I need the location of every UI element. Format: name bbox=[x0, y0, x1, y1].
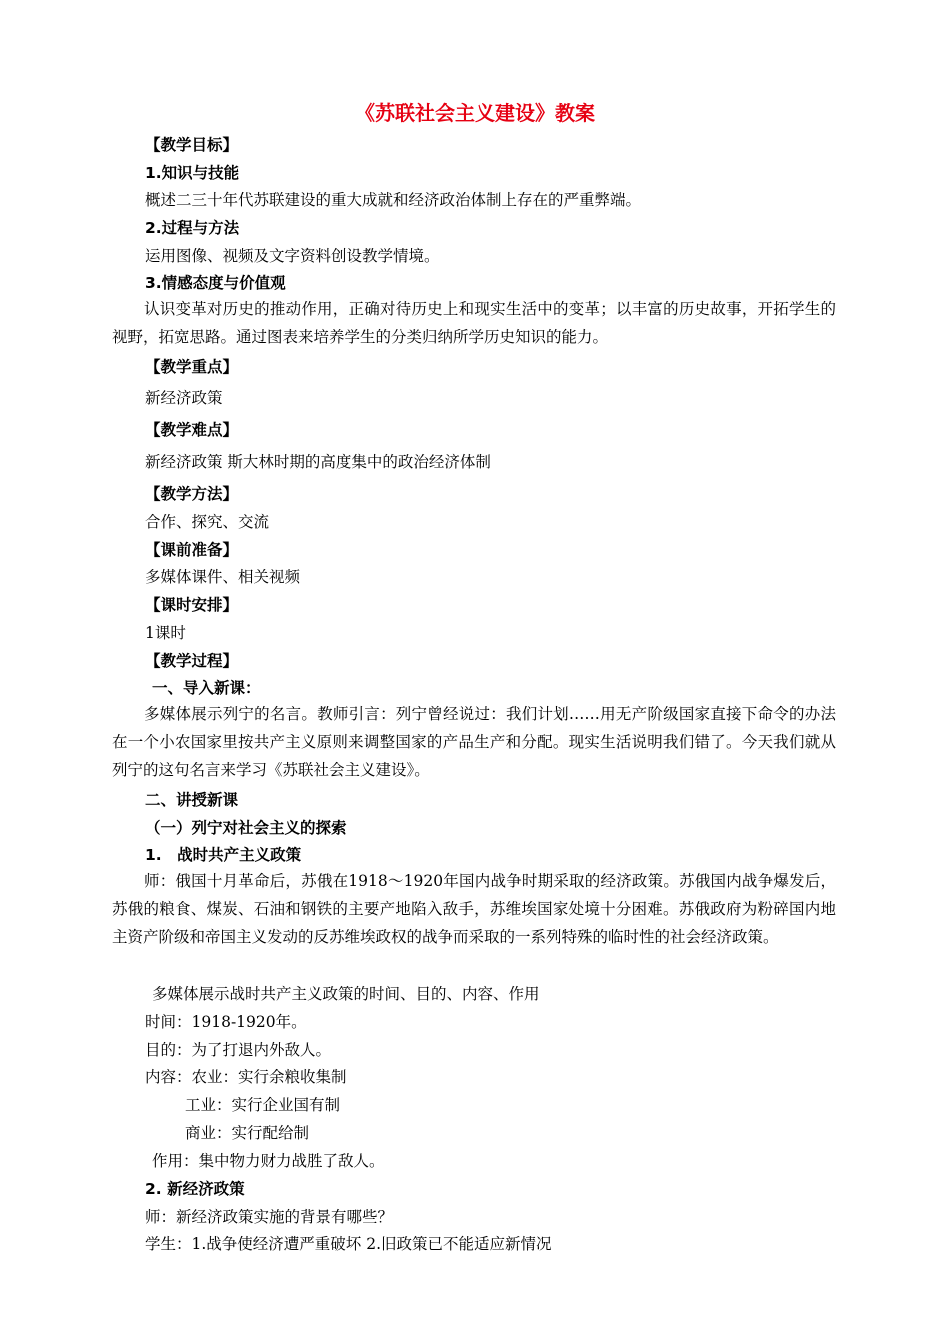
key-header: 【教学重点】 bbox=[145, 358, 239, 376]
sub2-title: 2. 新经济政策 bbox=[145, 1180, 245, 1198]
sub1-content-commerce: 商业：实行配给制 bbox=[185, 1124, 310, 1142]
lecture-title: 二、讲授新课 bbox=[145, 791, 239, 809]
key-text: 新经济政策 bbox=[145, 389, 223, 407]
sub1-content-industry: 工业：实行企业国有制 bbox=[185, 1096, 341, 1114]
time-header: 【课时安排】 bbox=[145, 596, 239, 614]
difficult-header: 【教学难点】 bbox=[145, 421, 239, 439]
goal3-title: 3.情感态度与价值观 bbox=[145, 274, 286, 292]
sub2-answer: 学生：1.战争使经济遭严重破坏 2.旧政策已不能适应新情况 bbox=[145, 1235, 552, 1253]
sub1-effect: 作用：集中物力财力战胜了敌人。 bbox=[152, 1152, 385, 1170]
process-header: 【教学过程】 bbox=[145, 652, 239, 670]
sub1-time: 时间：1918-1920年。 bbox=[145, 1013, 307, 1031]
document-title: 《苏联社会主义建设》教案 bbox=[355, 101, 595, 125]
goal1-title: 1.知识与技能 bbox=[145, 164, 240, 182]
sub1-content-agriculture: 内容：农业：实行余粮收集制 bbox=[145, 1068, 347, 1086]
section1-title: （一）列宁对社会主义的探索 bbox=[145, 819, 347, 837]
goal1-text: 概述二三十年代苏联建设的重大成就和经济政治体制上存在的严重弊端。 bbox=[145, 191, 642, 209]
prep-header: 【课前准备】 bbox=[145, 541, 239, 559]
intro-title: 一、导入新课： bbox=[152, 679, 261, 697]
sub1-title: 1. 战时共产主义政策 bbox=[145, 846, 302, 864]
prep-text: 多媒体课件、相关视频 bbox=[145, 568, 301, 586]
goals-header: 【教学目标】 bbox=[145, 136, 239, 154]
sub1-text: 师：俄国十月革命后，苏俄在1918～1920年国内战争时期采取的经济政策。苏俄国内战争爆发后，苏俄的粮食、煤炭、石油和钢铁的主要产地陷入敌手，苏维埃国家处境十分困难。苏俄政府为粉碎国内地主资产阶级和帝国主义发动的反苏维埃政权的战争而采取的一系列特殊的临时性的社会经济政策。 bbox=[112, 872, 836, 946]
method-text: 合作、探究、交流 bbox=[145, 513, 270, 531]
method-header: 【教学方法】 bbox=[145, 485, 239, 503]
sub1-show: 多媒体展示战时共产主义政策的时间、目的、内容、作用 bbox=[152, 985, 540, 1003]
goal2-title: 2.过程与方法 bbox=[145, 219, 240, 237]
goal3-text: 认识变革对历史的推动作用，正确对待历史上和现实生活中的变革；以丰富的历史故事，开拓学生的视野，拓宽思路。通过图表来培养学生的分类归纳所学历史知识的能力。 bbox=[112, 300, 836, 346]
goal2-text: 运用图像、视频及文字资料创设教学情境。 bbox=[145, 247, 440, 265]
sub2-question: 师：新经济政策实施的背景有哪些？ bbox=[145, 1208, 394, 1226]
sub1-purpose: 目的：为了打退内外敌人。 bbox=[145, 1041, 332, 1059]
time-text: 1课时 bbox=[145, 624, 186, 642]
difficult-text: 新经济政策 斯大林时期的高度集中的政治经济体制 bbox=[145, 453, 491, 471]
intro-text: 多媒体展示列宁的名言。教师引言：列宁曾经说过：我们计划……用无产阶级国家直接下命令的办法在一个小农国家里按共产主义原则来调整国家的产品生产和分配。现实生活说明我们错了。今天我们就从列宁的这句名言来学习《苏联社会主义建设》。 bbox=[112, 705, 836, 779]
